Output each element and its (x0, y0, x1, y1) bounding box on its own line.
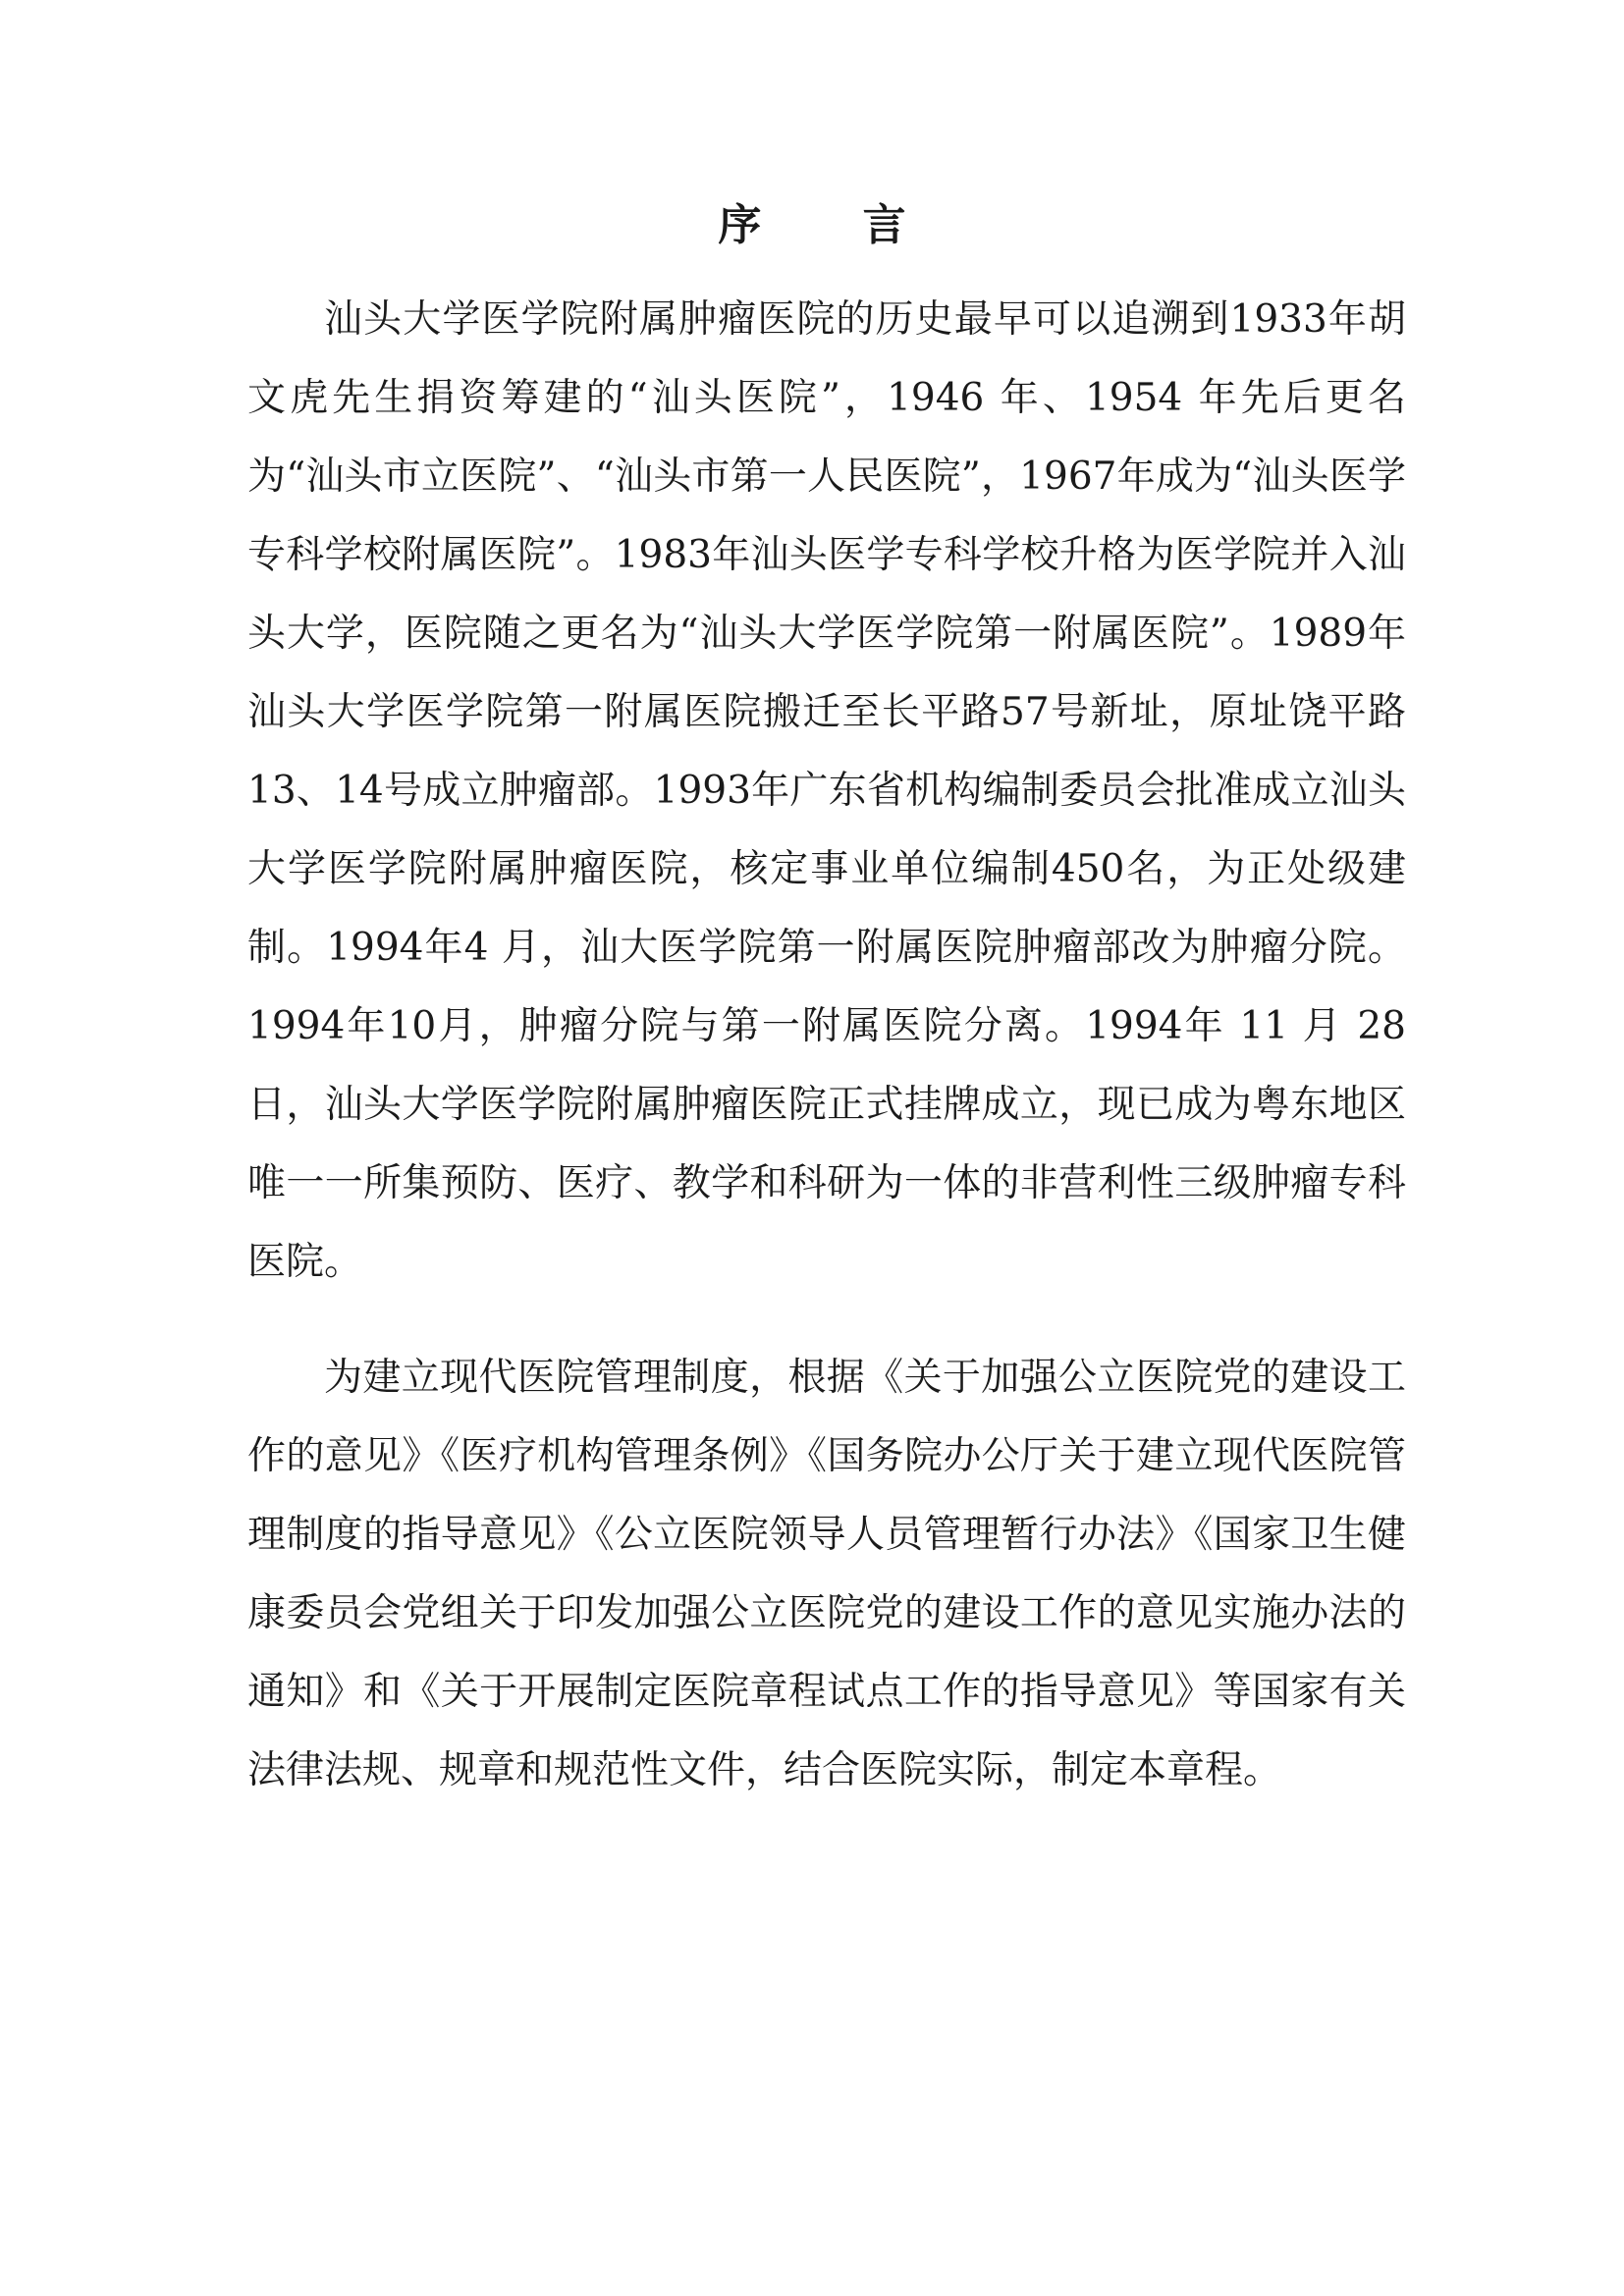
document-body (247, 281, 1406, 1810)
paragraph-history: 汕头大学医学院附属肿瘤医院的历史最早可以追溯到1933年胡文虎先生捐资筹建的“汕头医院”，1946 年、1954 年先后更名为“汕头市立医院”、“汕头市第一人民医院”，1967年成为“汕头医学专科学校附属医院”。1983年汕头医学专科学校升格为医学院并入汕头大学，医院随之更名为“汕头大学医学院第一附属医院”。1989年汕头大学医学院第一附属医院搬迁至长平路57号新址，原址饶平路13、14号成立肿瘤部。1993年广东省机构编制委员会批准成立汕头大学医学院附属肿瘤医院，核定事业单位编制450名，为正处级建制。1994年4 月，汕大医学院第一附属医院肿瘤部改为肿瘤分院。1994年10月，肿瘤分院与第一附属医院分离。1994年 11 月 28 日，汕头大学医学院附属肿瘤医院正式挂牌成立，现已成为粤东地区唯一一所集预防、医疗、教学和科研为一体的非营利性三级肿瘤专科医院。 (247, 297, 1406, 1284)
paragraph-purpose: 为建立现代医院管理制度，根据《关于加强公立医院党的建设工作的意见》《医疗机构管理条例》《国务院办公厅关于建立现代医院管理制度的指导意见》《公立医院领导人员管理暂行办法》《国家卫生健康委员会党组关于印发加强公立医院党的建设工作的意见实施办法的通知》和《关于开展制定医院章程试点工作的指导意见》等国家有关法律法规、规章和规范性文件，结合医院实际，制定本章程。 (247, 1356, 1406, 1792)
page-title: 序 言 (718, 200, 949, 250)
